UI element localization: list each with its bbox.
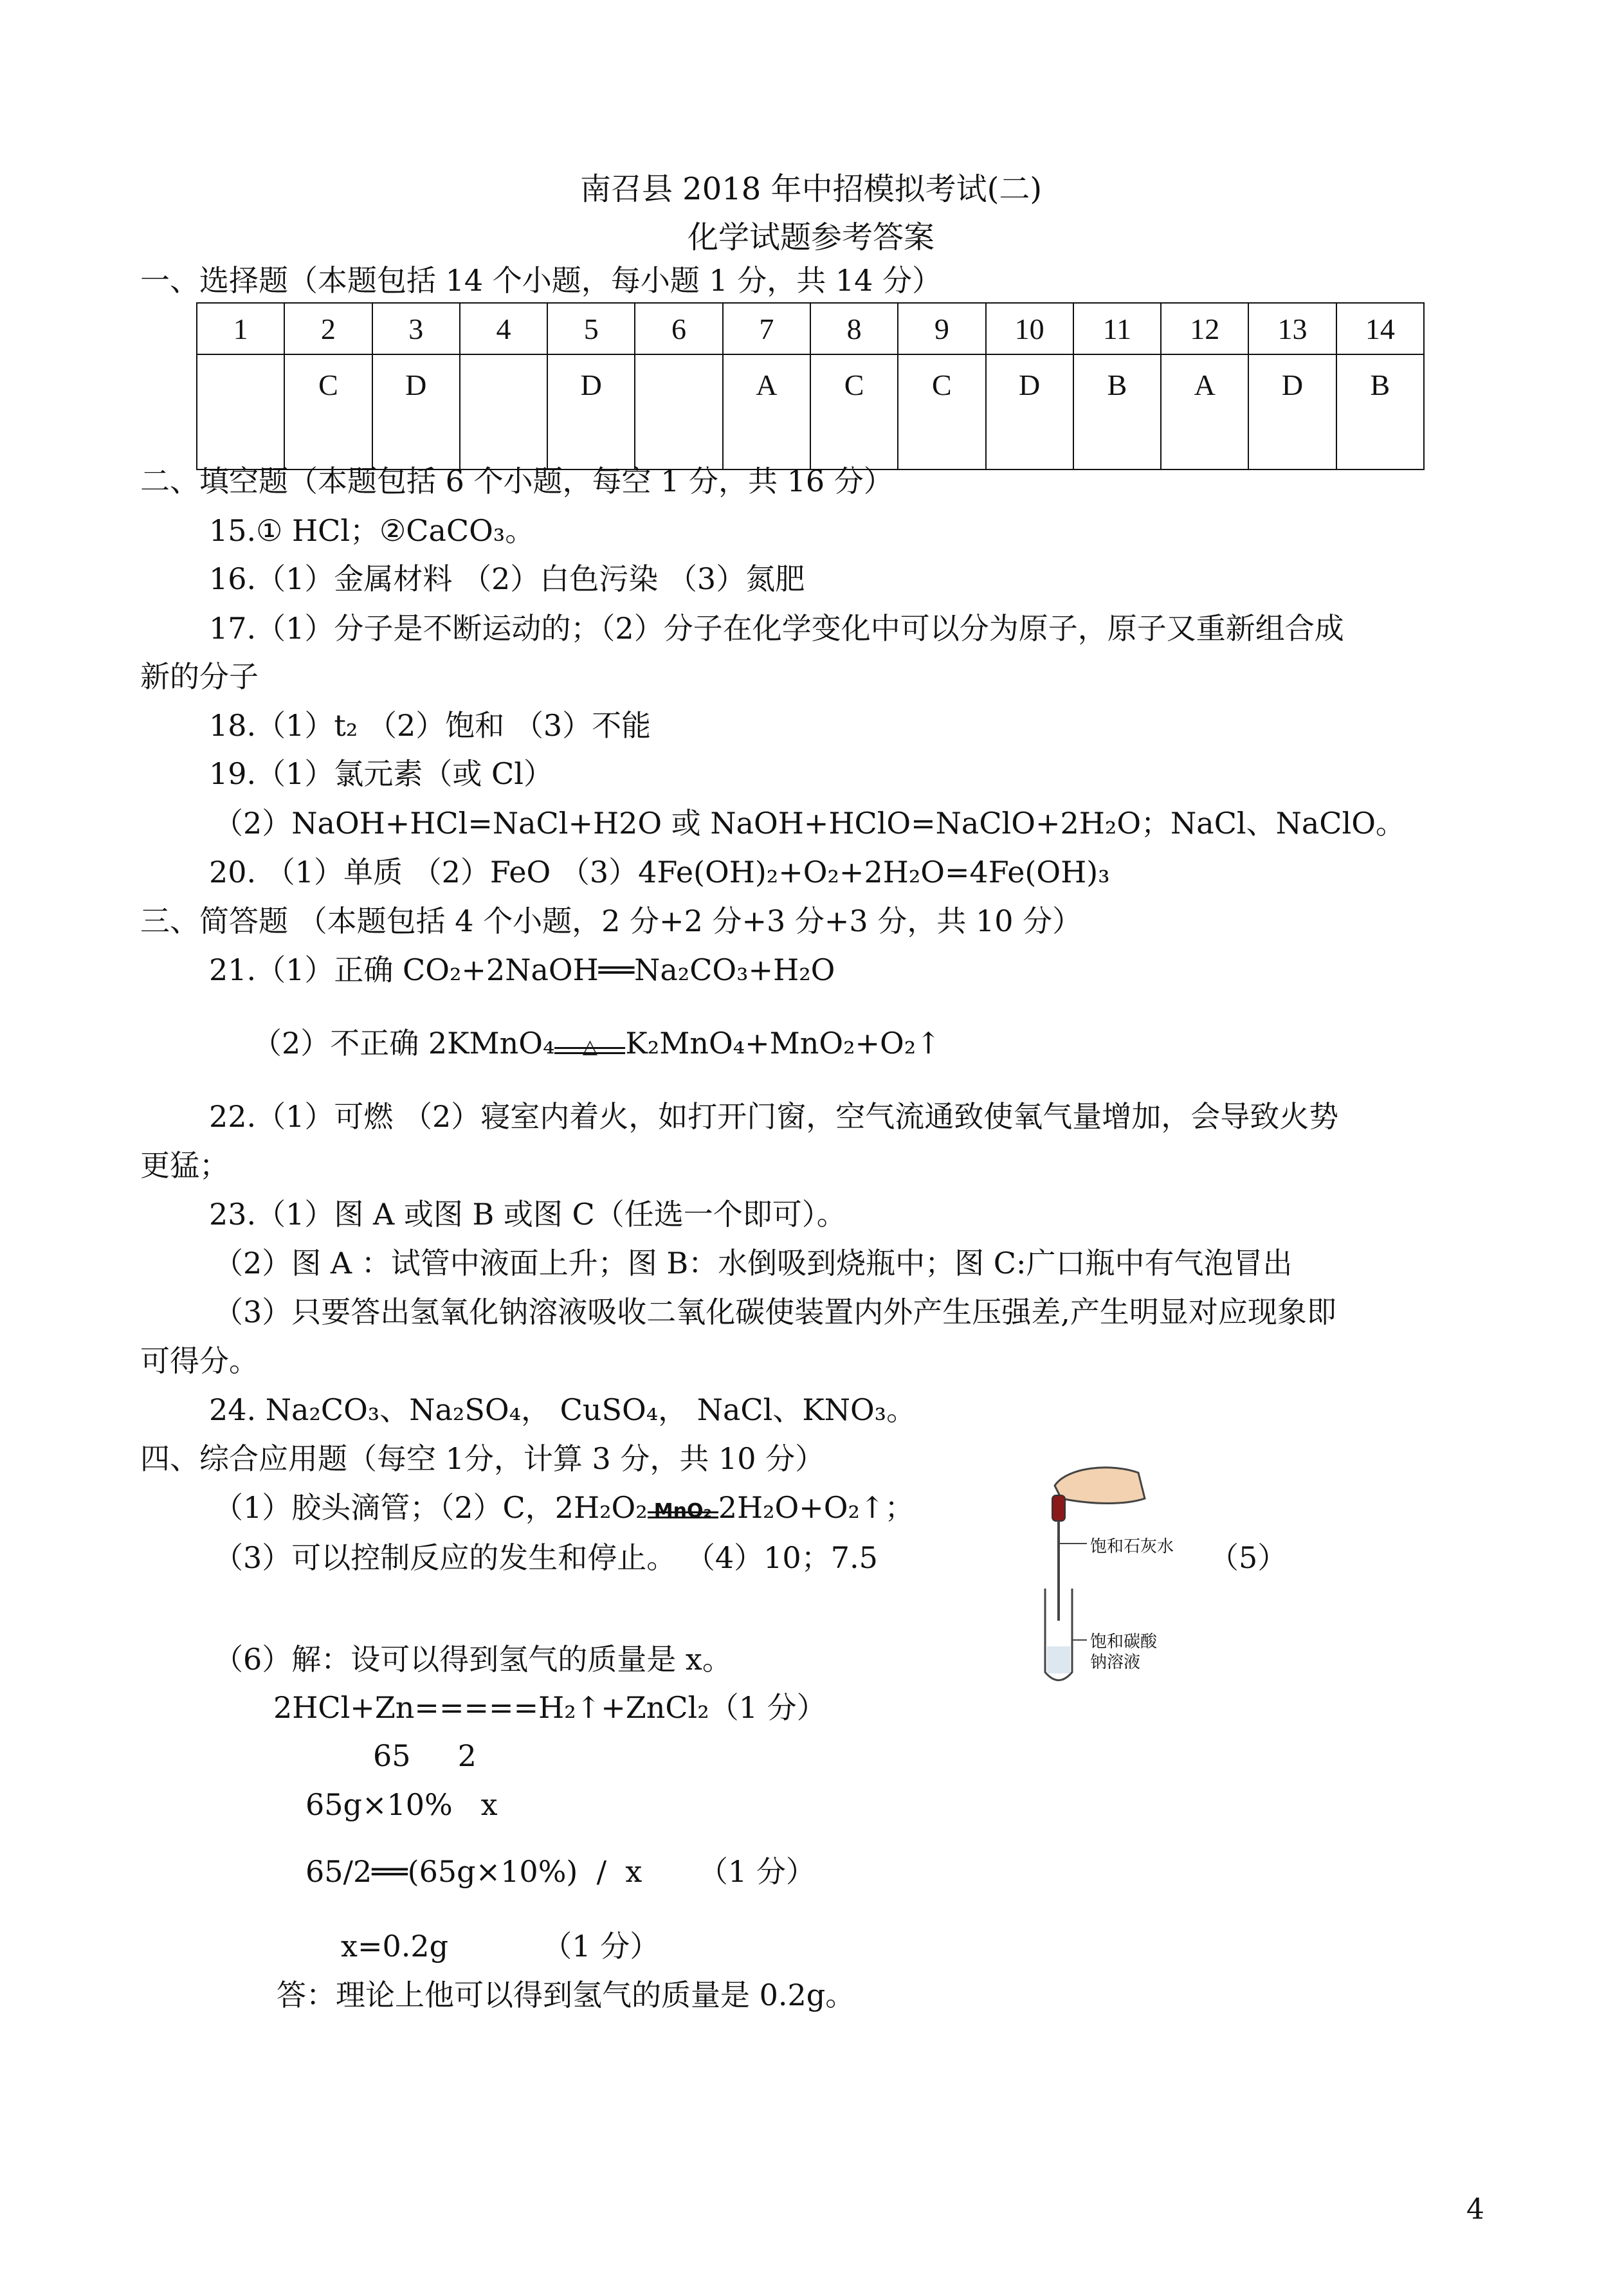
document-title: 南召县 2018 年中招模拟考试(二)	[579, 171, 1043, 207]
question-number: 10	[986, 303, 1073, 354]
section1-heading: 一、选择题（本题包括 14 个小题，每小题 1 分，共 14 分）	[140, 263, 942, 298]
answer-23-part3-line2: 可得分。	[140, 1344, 259, 1378]
answer-cell	[197, 354, 284, 469]
answer-24: 24. Na₂CO₃、Na₂SO₄， CuSO₄， NaCl、KNO₃。	[209, 1392, 916, 1427]
question-number: 5	[547, 303, 635, 354]
answer-table-answer-row	[197, 354, 1424, 469]
label-limewater: 饱和石灰水	[1090, 1537, 1174, 1556]
answer-23-part1: 23.（1）图 A 或图 B 或图 C（任选一个即可）。	[209, 1197, 846, 1232]
equation-left: （1）胶头滴管；（2）C，2H₂O₂	[214, 1490, 648, 1525]
answer-cell: C	[810, 354, 898, 469]
reaction-equation: 2HCl+Zn=====H₂↑+ZnCl₂（1 分）	[273, 1690, 826, 1725]
answer-table-number-row	[197, 303, 1424, 354]
question-number: 13	[1248, 303, 1336, 354]
answer-22-line1: 22.（1）可燃 （2）寝室内着火，如打开门窗，空气流通致使氧气量增加，会导致火势	[209, 1099, 1339, 1134]
question-number: 2	[284, 303, 372, 354]
answer-15: 15.① HCl；②CaCO₃。	[209, 513, 535, 548]
answer-cell: B	[1336, 354, 1424, 469]
answer-16: 16.（1）金属材料 （2）白色污染 （3）氮肥	[209, 561, 805, 596]
catalyst-label: MnO₂	[653, 1500, 712, 1522]
answer-18: 18.（1）t₂ （2）饱和 （3）不能	[209, 708, 652, 743]
section3-heading: 三、简答题 （本题包括 4 个小题，2 分+2 分+3 分+3 分，共 10 分）	[140, 904, 1082, 938]
answer-cell: A	[723, 354, 810, 469]
answer-21-part2	[252, 1024, 941, 1062]
section2-heading: 二、填空题（本题包括 6 个小题，每空 1 分，共 16 分）	[140, 464, 893, 498]
answer-cell	[635, 354, 722, 469]
answer-s4-5: （5）	[1209, 1540, 1288, 1575]
answer-19-part2: （2）NaOH+HCl=NaCl+H2O 或 NaOH+HClO=NaClO+2H₂O；NaCl、NaClO。	[214, 806, 1405, 841]
question-number: 14	[1336, 303, 1424, 354]
question-number: 7	[723, 303, 810, 354]
answer-s4-3-4: （3）可以控制反应的发生和停止。 （4）10；7.5	[214, 1540, 878, 1575]
section4-heading: 四、综合应用题（每空 1分，计算 3 分，共 10 分）	[140, 1441, 825, 1476]
final-answer: 答：理论上他可以得到氢气的质量是 0.2g。	[277, 1978, 855, 2012]
question-number: 4	[460, 303, 547, 354]
answer-cell: D	[1248, 354, 1336, 469]
answer-cell: C	[284, 354, 372, 469]
answer-cell: D	[372, 354, 460, 469]
answer-23-part3-line1: （3）只要答出氢氧化钠溶液吸收二氧化碳使装置内外产生压强差,产生明显对应现象即	[214, 1295, 1336, 1329]
answer-19-part1: 19.（1）氯元素（或 Cl）	[209, 756, 553, 791]
answer-table	[196, 302, 1425, 470]
label-carbonate-line1: 饱和碳酸	[1090, 1632, 1158, 1652]
label-carbonate-line2: 钠溶液	[1090, 1653, 1141, 1672]
question-number: 11	[1073, 303, 1161, 354]
document-subtitle: 化学试题参考答案	[687, 219, 934, 255]
ratio-line2: 65g×10% x	[305, 1787, 498, 1822]
answer-s4-6: （6）解：设可以得到氢气的质量是 x。	[214, 1642, 732, 1677]
equation-right: 2H₂O+O₂↑；	[718, 1490, 915, 1525]
question-number: 8	[810, 303, 898, 354]
answer-cell: C	[898, 354, 985, 469]
question-number: 3	[372, 303, 460, 354]
answer-cell: D	[986, 354, 1073, 469]
answer-17-line1: 17.（1）分子是不断运动的；（2）分子在化学变化中可以分为原子，原子又重新组合成	[209, 611, 1344, 646]
answer-22-line2: 更猛；	[140, 1148, 229, 1183]
question-number: 1	[197, 303, 284, 354]
question-number: 6	[635, 303, 722, 354]
reaction-arrow	[648, 1497, 718, 1523]
question-number: 9	[898, 303, 985, 354]
equation-right: K₂MnO₄+MnO₂+O₂↑	[625, 1026, 941, 1061]
page-number: 4	[1466, 2193, 1484, 2226]
answer-cell	[460, 354, 547, 469]
result-line: x=0.2g （1 分）	[341, 1929, 660, 1963]
answer-17-line2: 新的分子	[140, 659, 259, 694]
question-number: 12	[1161, 303, 1248, 354]
ratio-line1: 65 2	[373, 1738, 477, 1773]
answer-cell: B	[1073, 354, 1161, 469]
answer-cell: A	[1161, 354, 1248, 469]
reaction-arrow	[554, 1033, 625, 1059]
answer-23-part2: （2）图 A ：试管中液面上升；图 B：水倒吸到烧瓶中；图 C:广口瓶中有气泡冒出	[214, 1246, 1293, 1280]
apparatus-figure	[1016, 1460, 1209, 1691]
heat-symbol: △	[582, 1035, 597, 1058]
calculation-line: 65/2══(65g×10%) / x （1 分）	[305, 1854, 816, 1889]
answer-20: 20. （1）单质 （2）FeO （3）4Fe(OH)₂+O₂+2H₂O=4Fe(OH)₃	[209, 855, 1110, 889]
answer-21-part1: 21.（1）正确 CO₂+2NaOH══Na₂CO₃+H₂O	[209, 952, 835, 987]
answer-cell: D	[547, 354, 635, 469]
equation-left: （2）不正确 2KMnO₄	[252, 1026, 555, 1061]
answer-s4-1-2	[214, 1488, 915, 1527]
